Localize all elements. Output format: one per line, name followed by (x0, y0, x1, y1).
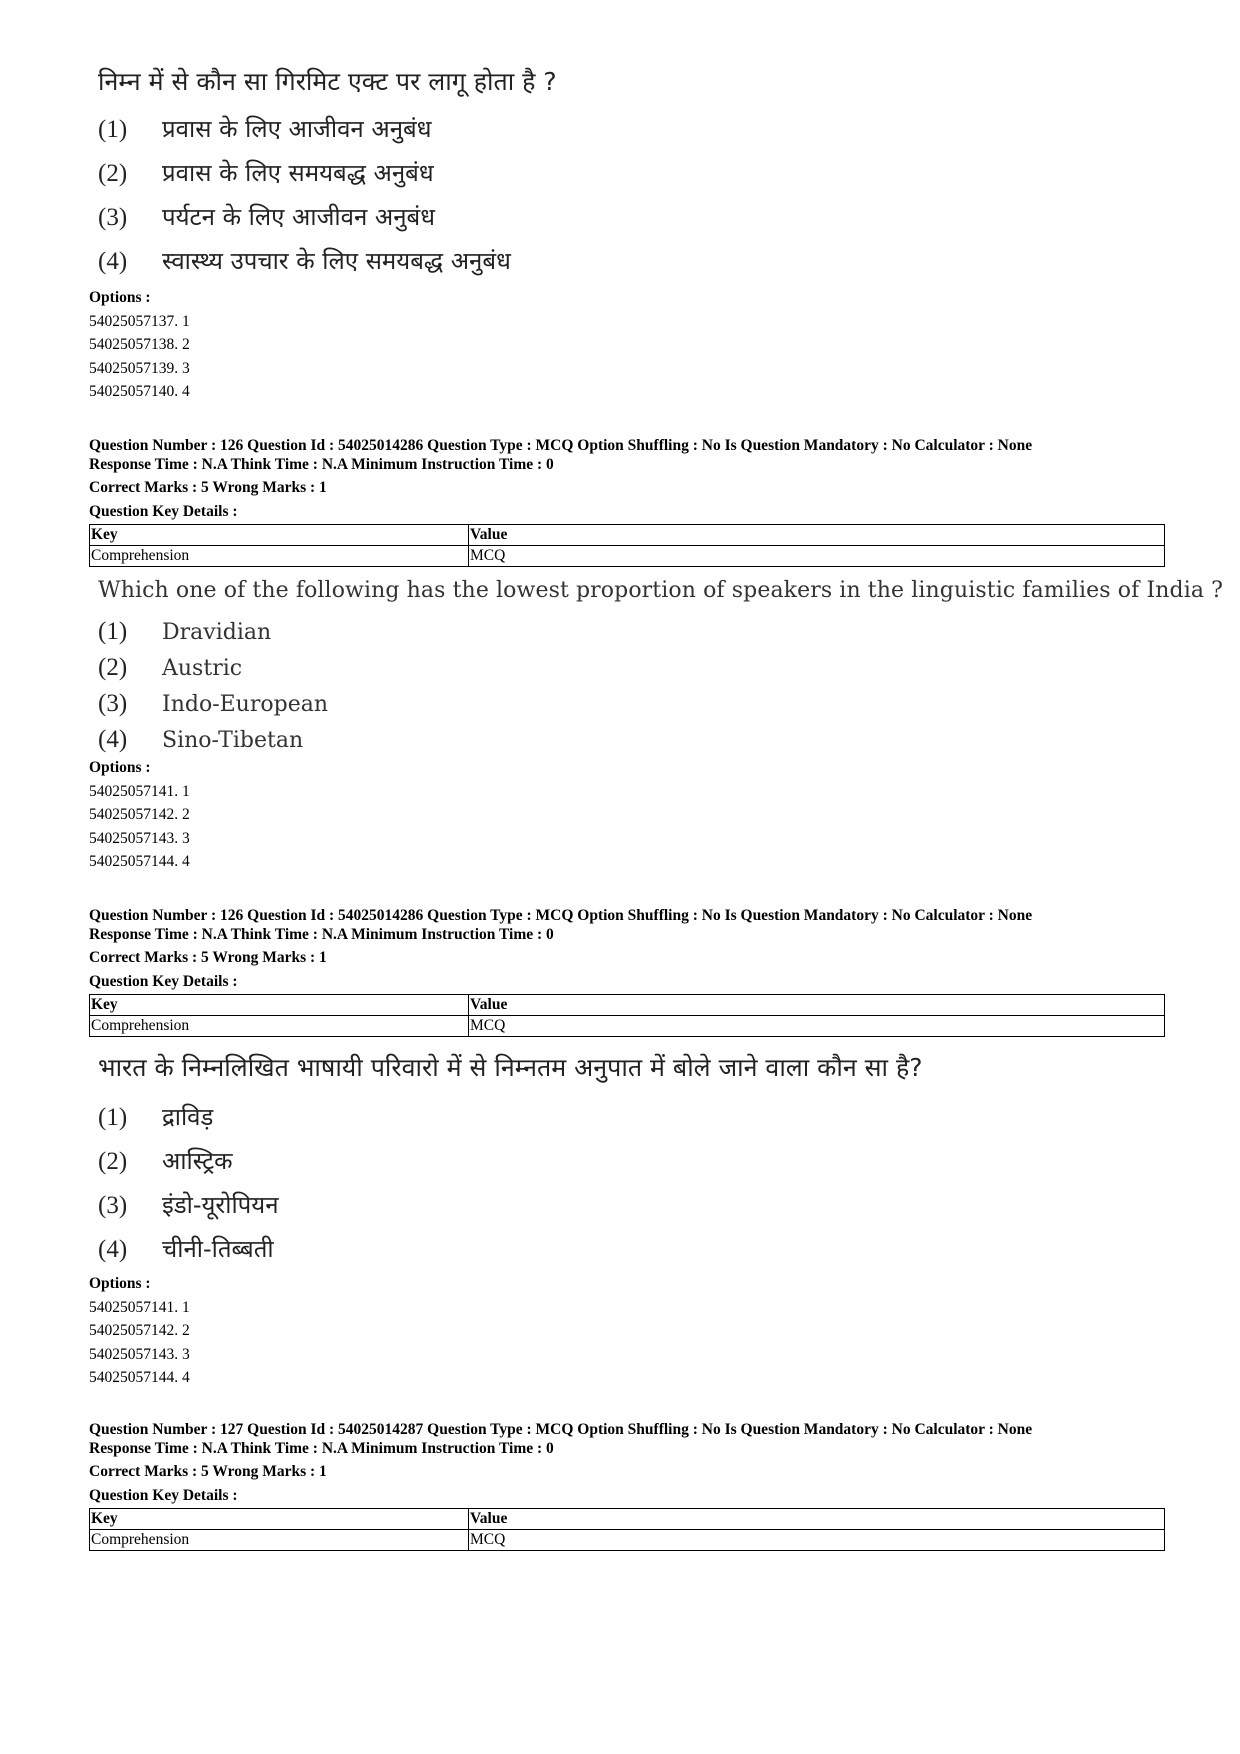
marks-block-3 (89, 946, 327, 993)
question-info-line: Question Number : 126 Question Id : 54025014286 Question Type : MCQ Option Shuffling : No Is Question Mandatory : No Calculator : None (89, 907, 1033, 924)
option-id: 54025057140. 4 (89, 383, 190, 400)
option-text: Austric (162, 656, 243, 681)
option-number: (4) (98, 1236, 128, 1263)
option-id: 54025057137. 1 (89, 312, 190, 330)
question-info-line: Question Number : 126 Question Id : 54025014286 Question Type : MCQ Option Shuffling : No Is Question Mandatory : No Calculator : None (89, 437, 1033, 454)
answer-option-2 (98, 654, 1223, 690)
option-number: (1) (98, 618, 128, 645)
key-details-label: Question Key Details : (89, 972, 238, 990)
option-id: 54025057144. 4 (89, 853, 190, 870)
answer-option-4 (98, 726, 1223, 762)
answer-option-4 (98, 1232, 923, 1276)
option-number: (3) (98, 1192, 128, 1219)
option-id: 54025057143. 3 (89, 829, 190, 847)
answer-option-3 (98, 200, 557, 244)
table-header-value: Value (469, 525, 1165, 546)
option-id: 54025057138. 2 (89, 336, 190, 353)
table-cell-value: MCQ (469, 1016, 1165, 1037)
options-list-2 (89, 756, 190, 874)
table-header-key: Key (90, 995, 469, 1016)
option-id: 54025057141. 1 (89, 1298, 190, 1316)
table-header-value: Value (469, 995, 1165, 1016)
question-timing-line: Response Time : N.A Think Time : N.A Minimum Instruction Time : 0 (89, 1439, 554, 1457)
table-row (90, 1016, 1165, 1037)
table-cell-key: Comprehension (90, 1530, 469, 1551)
answer-option-2 (98, 156, 557, 200)
question-key-table-3 (89, 994, 1165, 1037)
option-text: प्रवास के लिए समयबद्ध अनुबंध (162, 159, 434, 187)
key-details-label: Question Key Details : (89, 1486, 238, 1504)
answer-option-3 (98, 1188, 923, 1232)
table-header-row (90, 995, 1165, 1016)
option-text: Indo-European (162, 692, 328, 717)
question-text: निम्न में से कौन सा गिरमिट एक्ट पर लागू होता है ? (98, 67, 557, 96)
table-cell-key: Comprehension (90, 1016, 469, 1037)
option-id: 54025057143. 3 (89, 1345, 190, 1363)
option-text: पर्यटन के लिए आजीवन अनुबंध (162, 203, 436, 231)
question-info-2 (89, 437, 1032, 474)
answer-option-2 (98, 1144, 923, 1188)
question-text: Which one of the following has the lowest proportion of speakers in the linguistic families of India ? (98, 578, 1224, 603)
question-text: भारत के निम्नलिखित भाषायी परिवारो में से निम्नतम अनुपात में बोले जाने वाला कौन सा है? (98, 1053, 923, 1082)
table-cell-value: MCQ (469, 546, 1165, 567)
option-number: (3) (98, 690, 128, 717)
question-key-table-4 (89, 1508, 1165, 1551)
table-row (90, 1530, 1165, 1551)
answer-option-1 (98, 1100, 923, 1144)
option-number: (2) (98, 1148, 128, 1175)
option-text: प्रवास के लिए आजीवन अनुबंध (162, 115, 432, 143)
question-key-table-2 (89, 524, 1165, 567)
marks-block-2 (89, 476, 327, 523)
marks-block-4 (89, 1460, 327, 1507)
table-row (90, 546, 1165, 567)
answer-option-1 (98, 112, 557, 156)
option-number: (1) (98, 1104, 128, 1131)
question-text-block-1 (98, 64, 557, 288)
option-id: 54025057142. 2 (89, 806, 190, 823)
marks-line: Correct Marks : 5 Wrong Marks : 1 (89, 479, 327, 496)
answer-option-4 (98, 244, 557, 288)
question-text-block-3 (98, 1050, 923, 1276)
question-info-4 (89, 1421, 1032, 1458)
option-text: आस्ट्रिक (162, 1147, 233, 1175)
table-header-row (90, 1509, 1165, 1530)
option-text: इंडो-यूरोपियन (162, 1191, 279, 1219)
option-number: (2) (98, 654, 128, 681)
options-list-1 (89, 286, 190, 404)
option-id: 54025057142. 2 (89, 1322, 190, 1339)
option-text: Dravidian (162, 620, 272, 645)
table-header-value: Value (469, 1509, 1165, 1530)
question-info-3 (89, 907, 1032, 944)
question-text-block-2 (98, 578, 1223, 762)
table-header-row (90, 525, 1165, 546)
option-id: 54025057144. 4 (89, 1369, 190, 1386)
question-timing-line: Response Time : N.A Think Time : N.A Minimum Instruction Time : 0 (89, 455, 554, 473)
question-timing-line: Response Time : N.A Think Time : N.A Minimum Instruction Time : 0 (89, 925, 554, 943)
option-text: चीनी-तिब्बती (162, 1235, 274, 1263)
key-details-label: Question Key Details : (89, 502, 238, 520)
option-text: स्वास्थ्य उपचार के लिए समयबद्ध अनुबंध (162, 247, 511, 275)
table-cell-value: MCQ (469, 1530, 1165, 1551)
option-text: द्राविड़ (162, 1103, 214, 1131)
marks-line: Correct Marks : 5 Wrong Marks : 1 (89, 1463, 327, 1480)
answer-option-3 (98, 690, 1223, 726)
answer-option-1 (98, 618, 1223, 654)
table-cell-key: Comprehension (90, 546, 469, 567)
table-header-key: Key (90, 1509, 469, 1530)
table-header-key: Key (90, 525, 469, 546)
options-label: Options : (89, 759, 151, 776)
option-id: 54025057141. 1 (89, 782, 190, 800)
option-number: (3) (98, 204, 128, 231)
option-id: 54025057139. 3 (89, 359, 190, 377)
options-label: Options : (89, 1275, 151, 1292)
option-text: Sino-Tibetan (162, 728, 304, 753)
options-label: Options : (89, 289, 151, 306)
options-list-3 (89, 1272, 190, 1390)
option-number: (4) (98, 248, 128, 275)
option-number: (1) (98, 116, 128, 143)
option-number: (2) (98, 160, 128, 187)
question-info-line: Question Number : 127 Question Id : 54025014287 Question Type : MCQ Option Shuffling : No Is Question Mandatory : No Calculator : None (89, 1421, 1033, 1438)
marks-line: Correct Marks : 5 Wrong Marks : 1 (89, 949, 327, 966)
option-number: (4) (98, 726, 128, 753)
